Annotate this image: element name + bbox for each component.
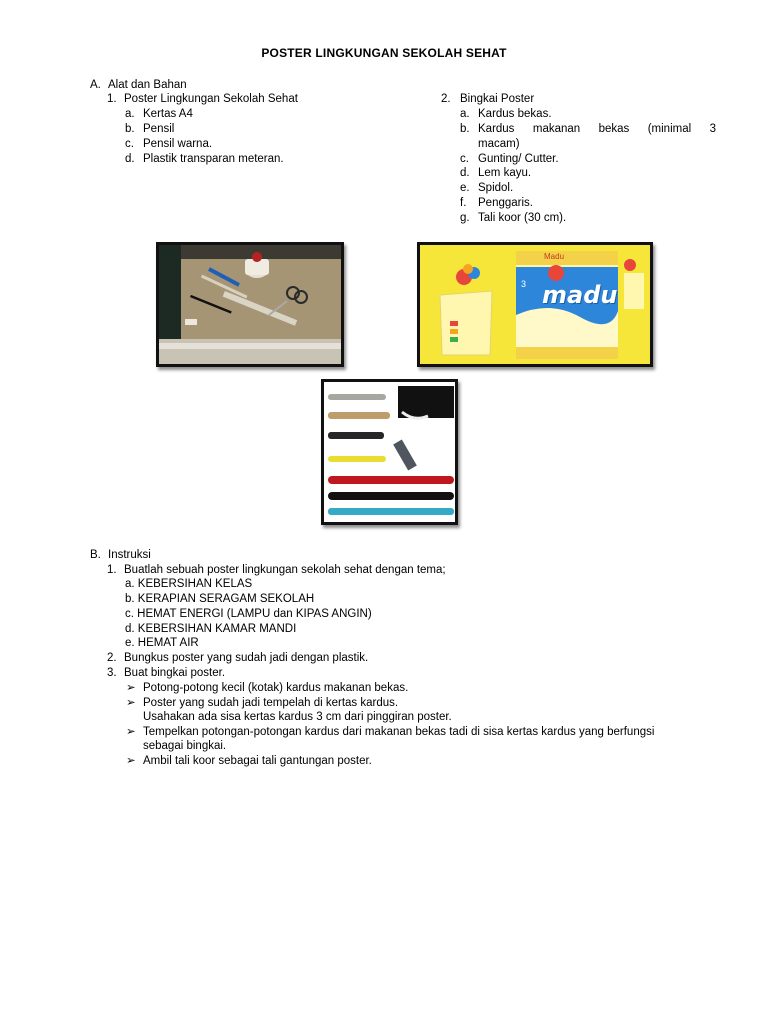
theme-item: b. KERAPIAN SERAGAM SEKOLAH [125, 593, 315, 605]
bullet-item: Potong-potong kecil (kotak) kardus makanan bekas. [143, 682, 409, 694]
list-item-letter: b. [460, 123, 470, 135]
step2-text: Bungkus poster yang sudah jadi dengan plastik. [124, 652, 369, 664]
list-item-letter: e. [460, 182, 470, 194]
theme-item: c. HEMAT ENERGI (LAMPU dan KIPAS ANGIN) [125, 608, 372, 620]
arrow-bullet-icon: ➢ [126, 682, 136, 694]
list-item-letter: a. [460, 108, 470, 120]
group2-title: Bingkai Poster [460, 93, 535, 105]
photo-cords [321, 379, 458, 525]
section-a-heading: Alat dan Bahan [108, 79, 187, 91]
list-item-letter: c. [460, 153, 469, 165]
step3-number: 3. [107, 667, 117, 679]
list-item: Spidol. [478, 182, 514, 194]
section-b-label: B. [90, 549, 101, 561]
bullet-item-continuation: sebagai bingkai. [143, 740, 227, 752]
list-item-letter: d. [125, 153, 135, 165]
box-brand: madu [542, 281, 618, 309]
group1-title: Poster Lingkungan Sekolah Sehat [124, 93, 298, 105]
list-item-letter: f. [460, 197, 467, 209]
tools-illustration [159, 245, 341, 364]
step1-text: Buatlah sebuah poster lingkungan sekolah sehat dengan tema; [124, 564, 446, 576]
list-item: Gunting/ Cutter. [478, 153, 559, 165]
list-item: Kardus bekas. [478, 108, 552, 120]
theme-item: a. KEBERSIHAN KELAS [125, 578, 253, 590]
list-item: Pensil [143, 123, 175, 135]
bullet-item: Poster yang sudah jadi tempelah di kertas kardus. [143, 697, 399, 709]
box-number: 3 [521, 279, 527, 289]
list-item-letter: b. [125, 123, 135, 135]
bullet-item: Tempelkan potongan-potongan kardus dari makanan bekas tadi di sisa kertas kardus yang berfungsi [143, 726, 655, 738]
photo-tools [156, 242, 344, 367]
list-item-letter: g. [460, 212, 470, 224]
list-item: Penggaris. [478, 197, 533, 209]
list-item: Tali koor (30 cm). [478, 212, 567, 224]
theme-item: e. HEMAT AIR [125, 637, 199, 649]
cords-illustration [324, 382, 455, 522]
bullet-item-continuation: Usahakan ada sisa kertas kardus 3 cm dari pinggiran poster. [143, 711, 452, 723]
step2-number: 2. [107, 652, 117, 664]
group2-number: 2. [441, 93, 451, 105]
bullet-item: Ambil tali koor sebagai tali gantungan poster. [143, 755, 372, 767]
list-item: Kardus makanan bekas (minimal 3 [478, 123, 716, 135]
list-item-letter: a. [125, 108, 135, 120]
list-item: Plastik transparan meteran. [143, 153, 284, 165]
group1-number: 1. [107, 93, 117, 105]
theme-item: d. KEBERSIHAN KAMAR MANDI [125, 623, 297, 635]
list-item: Lem kayu. [478, 167, 532, 179]
arrow-bullet-icon: ➢ [126, 755, 136, 767]
step1-number: 1. [107, 564, 117, 576]
arrow-bullet-icon: ➢ [126, 697, 136, 709]
page-title: POSTER LINGKUNGAN SEKOLAH SEHAT [261, 46, 507, 60]
step3-text: Buat bingkai poster. [124, 667, 226, 679]
list-item-continuation: macam) [478, 138, 520, 150]
box-top-label: Madu [544, 252, 565, 261]
photo-madu-box [417, 242, 653, 367]
arrow-bullet-icon: ➢ [126, 726, 136, 738]
section-b-heading: Instruksi [108, 549, 151, 561]
list-item: Kertas A4 [143, 108, 193, 120]
list-item-letter: d. [460, 167, 470, 179]
list-item: Pensil warna. [143, 138, 213, 150]
section-a-label: A. [90, 79, 101, 91]
list-item-letter: c. [125, 138, 134, 150]
